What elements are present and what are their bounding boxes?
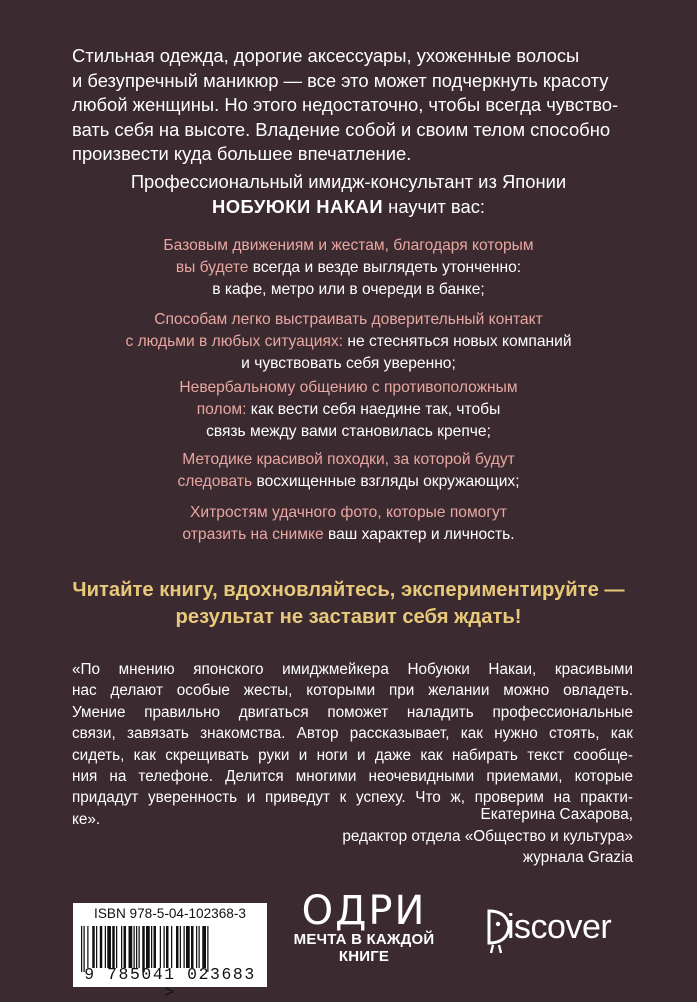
barcode-bar <box>199 926 200 968</box>
cta-line: результат не заставит себя ждать! <box>175 606 522 628</box>
benefit-highlight: Невербальному общению с противоположным <box>179 379 518 396</box>
discover-logo-word: iscover <box>507 908 612 946</box>
barcode-bar <box>196 926 197 968</box>
teacher-name-line <box>0 194 697 219</box>
barcode-bar <box>96 926 97 968</box>
barcode-bar <box>146 926 150 968</box>
barcode-digits: 9 785041 023683 > <box>84 965 256 1002</box>
barcode-bar <box>139 926 140 968</box>
teacher-line: Профессиональный имидж-консультант из Японии <box>130 171 567 192</box>
benefit-text: в кафе, метро или в очереди в банке; <box>212 281 485 298</box>
benefit-highlight: Методике красивой походки, за которой будут <box>182 451 515 468</box>
author-role: редактор отдела «Общество и культура» <box>342 827 633 845</box>
quote-line: ке». <box>72 810 101 828</box>
discover-logo <box>485 905 645 955</box>
intro-line: и безупречный маникюр — все это может подчеркнуть красоту <box>72 69 609 91</box>
intro-line: Стильная одежда, дорогие аксессуары, ухоженные волосы <box>72 45 580 66</box>
benefit-highlight: Хитростям удачного фото, которые помогут <box>190 504 507 521</box>
barcode-bar <box>180 926 181 968</box>
barcode-bar <box>105 926 106 968</box>
barcode-bar <box>124 926 127 968</box>
barcode-bar <box>166 926 169 968</box>
benefit-item <box>0 377 697 443</box>
benefit-highlight: полом: <box>196 401 247 418</box>
barcode-bar <box>164 926 165 968</box>
barcode-bar <box>87 926 88 968</box>
author-name: НОБУЮКИ НАКАИ <box>211 196 384 217</box>
benefit-line <box>0 471 697 493</box>
author-magazine: журнала Grazia <box>522 849 633 866</box>
teacher-intro <box>0 169 697 219</box>
barcode-bar <box>186 926 190 968</box>
barcode-bar <box>136 926 137 968</box>
barcode-bar <box>100 926 103 968</box>
odri-logo <box>289 888 439 965</box>
barcode-bar <box>191 926 194 968</box>
barcode-bar <box>176 926 179 968</box>
isbn-label: ISBN 978-5-04-102368-3 <box>94 906 246 921</box>
barcode-bar <box>112 926 115 968</box>
benefit-line <box>0 257 697 279</box>
benefit-line <box>0 399 697 421</box>
benefit-highlight: следовать <box>177 473 253 490</box>
barcode-bar <box>171 926 172 968</box>
barcode-bar <box>134 926 135 968</box>
review-author <box>233 804 633 869</box>
author-name-line: Екатерина Сахарова, <box>480 806 633 823</box>
benefit-line <box>0 524 697 546</box>
intro-line: любой женщины. Но этого недостаточно, чтобы всегда чувство- <box>72 94 619 116</box>
quote-line: связи, завязать знакомства. Автор рассказывает, как нужно стоять, как <box>72 725 633 743</box>
barcode-bar <box>107 926 111 968</box>
barcode-bar <box>151 926 152 968</box>
barcode-bar <box>154 926 157 968</box>
barcode-bar <box>121 926 122 968</box>
benefit-highlight: Способам легко выстраивать доверительный контакт <box>154 311 543 328</box>
barcode-bar <box>116 926 117 968</box>
benefit-line <box>0 331 697 353</box>
quote-line: Умение правильно двигаться поможет наладить профессиональные <box>72 703 633 721</box>
barcode-bar <box>160 926 161 968</box>
barcode-bar <box>184 926 185 968</box>
quote-line: «По мнению японского имиджмейкера Нобуюки Накаи, красивыми <box>72 661 633 678</box>
teacher-line-rest: научит вас: <box>383 196 486 217</box>
benefit-highlight: с людьми в любых ситуациях: <box>125 333 344 350</box>
benefit-text: не стесняться новых компаний <box>343 333 572 350</box>
benefit-text: восхищенные взгляды окружающих; <box>252 473 520 490</box>
benefit-item <box>0 309 697 375</box>
odri-logo-title: ОДРИ <box>301 888 427 934</box>
benefit-text: связь между вами становилась крепче; <box>206 423 491 440</box>
quote-line: придадут уверенность и приведут к успеху. Что ж, проверим на практи- <box>72 789 633 807</box>
barcode-bar <box>92 926 95 968</box>
benefit-text: и чувствовать себя уверенно; <box>241 355 456 372</box>
benefit-highlight: отразить на снимке <box>182 526 324 543</box>
barcode-bar <box>202 926 206 968</box>
benefit-text: как вести себя наедине так, чтобы <box>246 401 501 418</box>
benefit-item <box>0 449 697 493</box>
benefit-text: всегда и везде выглядеть утонченно: <box>248 259 522 276</box>
odri-logo-tagline: МЕЧТА В КАЖДОЙ <box>293 931 435 948</box>
benefit-item <box>0 502 697 546</box>
intro-line: произвести куда большее впечатление. <box>72 143 412 165</box>
intro-paragraph <box>72 44 632 167</box>
quote-line: сидеть, как скрещивать руки и ноги и даже как набирать текст сообще- <box>72 746 633 764</box>
call-to-action <box>0 577 697 631</box>
barcode-bar <box>129 926 133 968</box>
quote-line: нас делают особые жесты, которыми при желании можно овладеть. <box>72 682 633 700</box>
quote-line: ния на телефоне. Делится многими неочевидными приемами, которые <box>72 768 633 786</box>
cta-line: Читайте книгу, вдохновляйтесь, экспериментируйте — <box>72 579 625 601</box>
benefit-highlight: Базовым движениям и жестам, благодаря которым <box>163 237 534 254</box>
benefit-text: ваш характер и личность. <box>323 526 515 543</box>
odri-logo-tagline: КНИГЕ <box>338 948 390 965</box>
barcode <box>73 903 267 1002</box>
benefit-highlight: вы будете <box>175 259 249 276</box>
intro-line: вать себя на высоте. Владение собой и своим телом способно <box>72 118 611 140</box>
benefit-item <box>0 235 697 301</box>
